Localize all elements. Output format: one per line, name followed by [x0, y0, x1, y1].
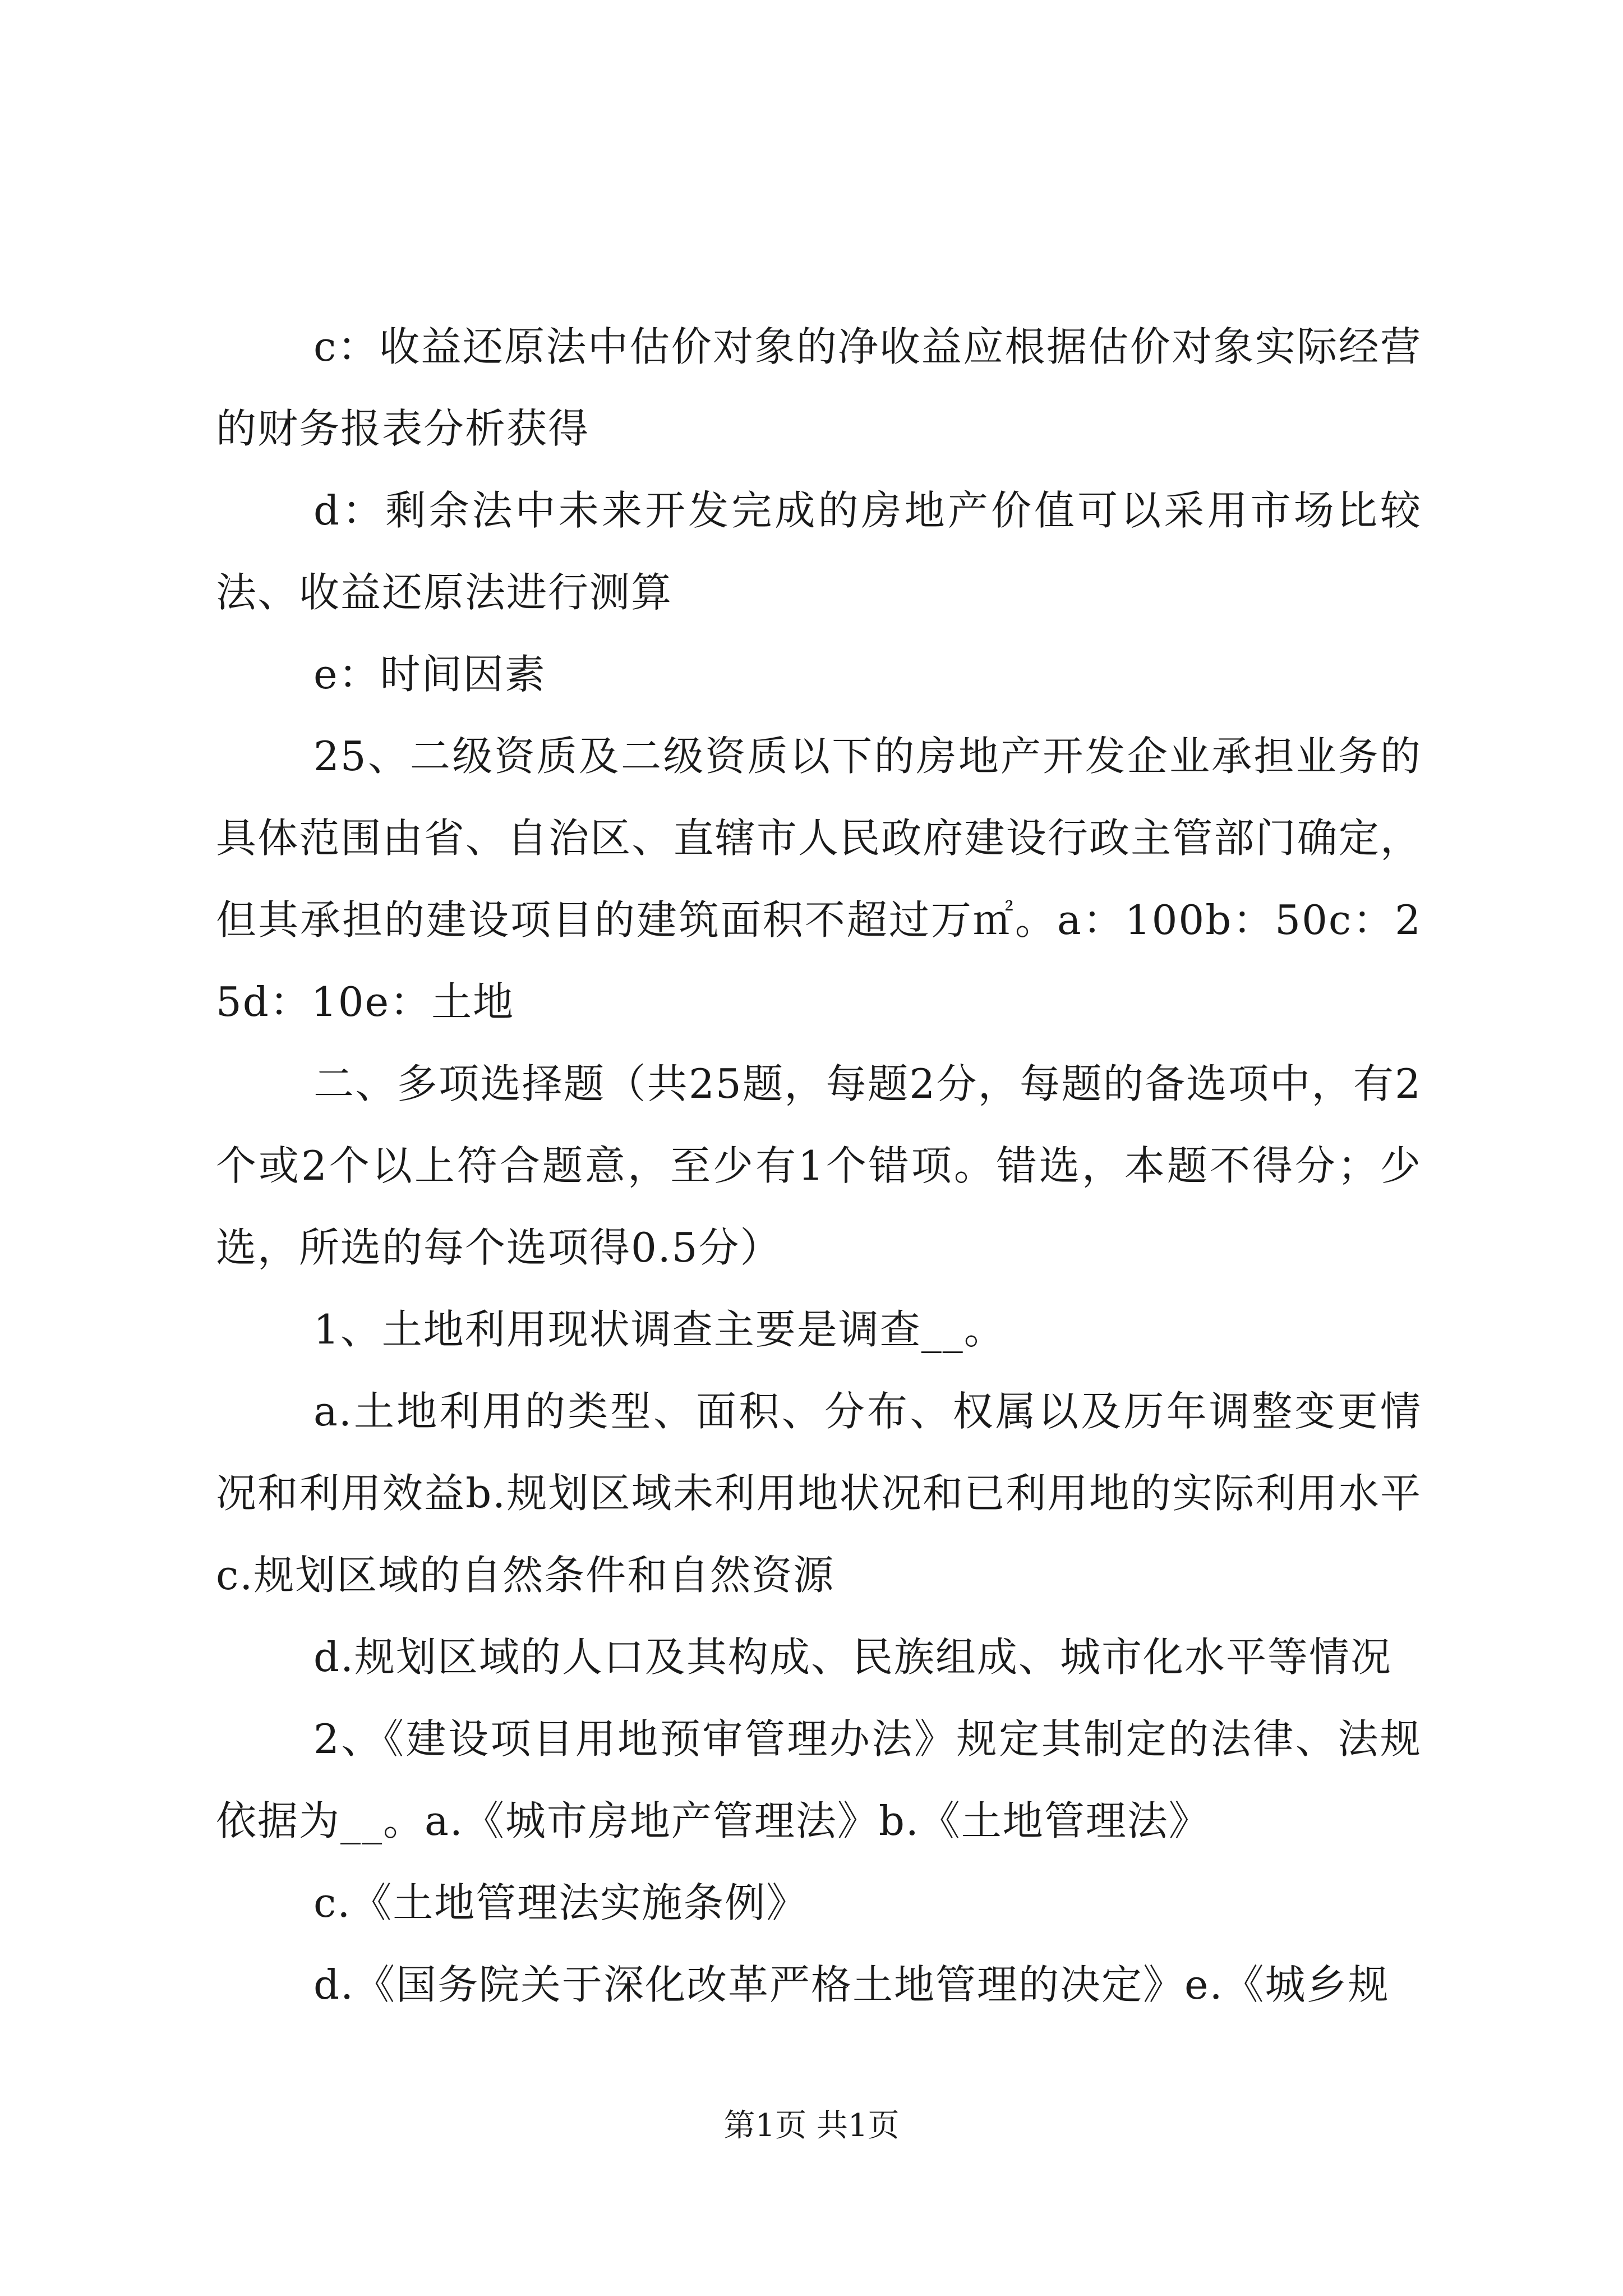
paragraph-question-1-option-d: d.规划区域的人口及其构成、民族组成、城市化水平等情况 [313, 1634, 1392, 1681]
paragraph-section-heading: 二、多项选择题（共25题，每题2分，每题的备选项中，有2个或2个以上符合题意，至少有1个错项。错选，本题不得分；少选，所选的每个选项得0.5分） [216, 1060, 1422, 1271]
paragraph-question-1: 1、土地利用现状调查主要是调查__。 [313, 1306, 1006, 1353]
paragraph-option-e: e：时间因素 [313, 651, 546, 698]
paragraph-question-25: 25、二级资质及二级资质以下的房地产开发企业承担业务的具体范围由省、自治区、直辖市人民政府建设行政主管部门确定，但其承担的建设项目的建筑面积不超过万㎡。a：100b：50c：25d：10e：土地 [216, 733, 1422, 1025]
paragraph-question-2: 2、《建设项目用地预审管理办法》规定其制定的法律、法规依据为__。a.《城市房地产管理法》b.《土地管理法》 [216, 1715, 1422, 1844]
paragraph-option-d: d：剩余法中未来开发完成的房地产价值可以采用市场比较法、收益还原法进行测算 [216, 487, 1422, 616]
paragraph-question-2-option-c: c.《土地管理法实施条例》 [313, 1879, 808, 1926]
paragraph-option-c: c：收益还原法中估价对象的净收益应根据估价对象实际经营的财务报表分析获得 [216, 323, 1422, 452]
paragraph-question-1-options-abc: a.土地利用的类型、面积、分布、权属以及历年调整变更情况和利用效益b.规划区域未利用地状况和已利用地的实际利用水平c.规划区域的自然条件和自然资源 [216, 1388, 1422, 1599]
page-footer: 第1页 共1页 [723, 2108, 900, 2144]
paragraph-question-2-options-de: d.《国务院关于深化改革严格土地管理的决定》e.《城乡规 [313, 1961, 1390, 2008]
document-body [216, 306, 1422, 2026]
